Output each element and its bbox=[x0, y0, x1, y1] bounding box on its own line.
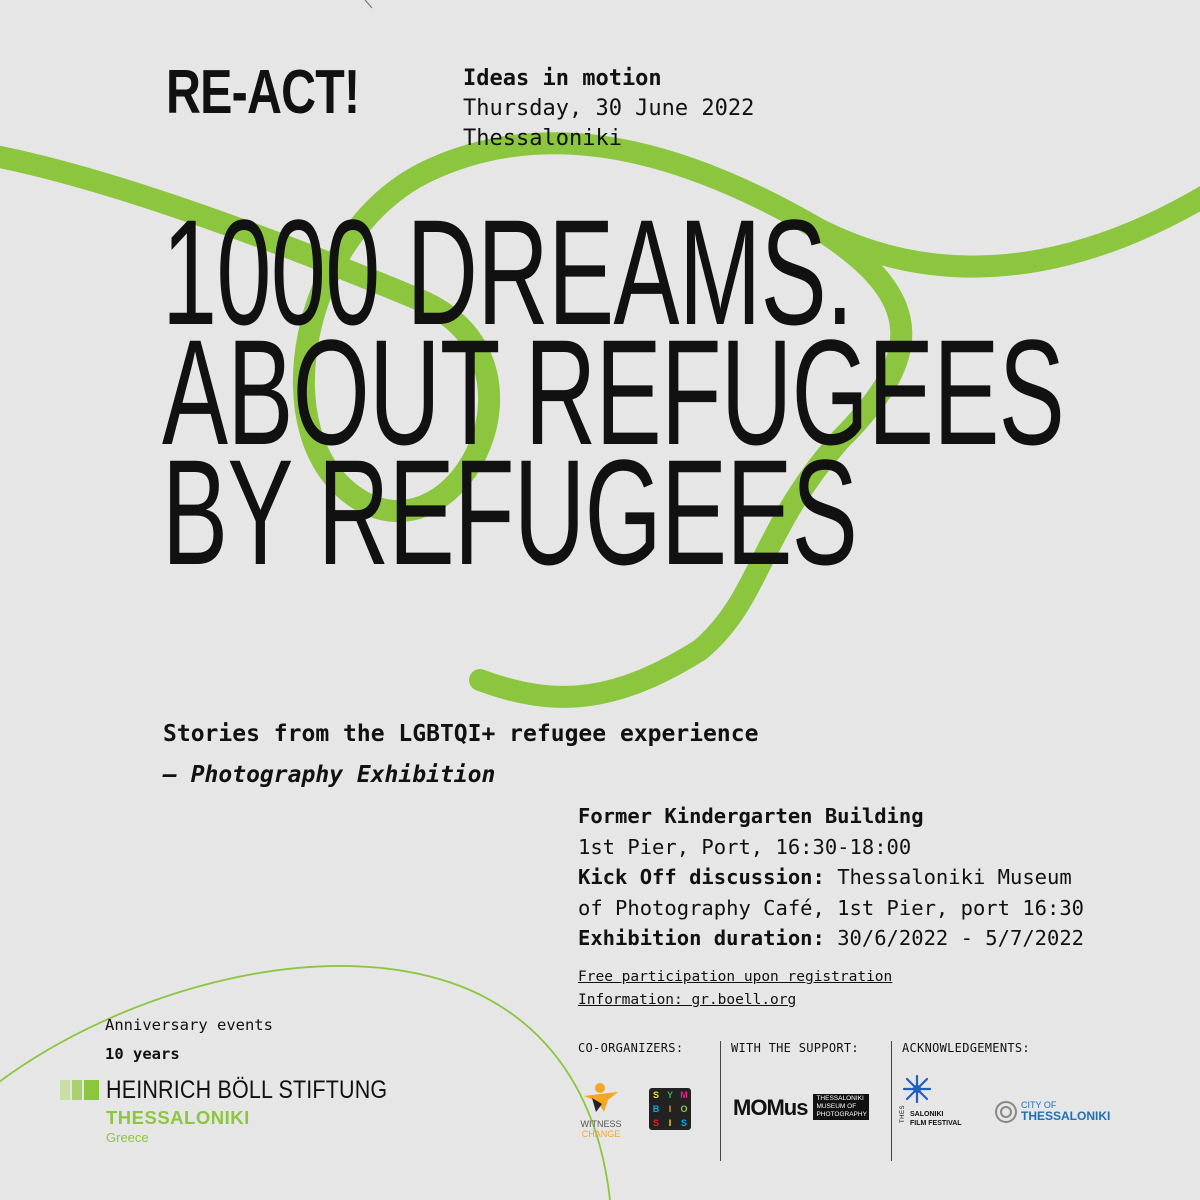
symbiosis-letter: S bbox=[680, 1118, 687, 1128]
event-info bbox=[463, 64, 754, 154]
coorganizers-label: CO-ORGANIZERS: bbox=[578, 1041, 684, 1055]
headline-line: 1000 DREAMS. bbox=[162, 188, 853, 356]
anniversary-label: Anniversary events bbox=[105, 1016, 273, 1034]
momus-wordmark: MOMus bbox=[733, 1095, 808, 1120]
city-name-text: THESSALONIKI bbox=[1021, 1109, 1111, 1123]
symbiosis-letter: M bbox=[680, 1090, 688, 1100]
divider bbox=[720, 1041, 721, 1161]
witness-change-logo bbox=[578, 1082, 628, 1140]
momus-tag bbox=[813, 1094, 869, 1120]
support-label: WITH THE SUPPORT: bbox=[731, 1041, 859, 1055]
headline bbox=[162, 188, 1065, 596]
venue-name: Former Kindergarten Building bbox=[578, 804, 924, 828]
subtitle bbox=[163, 714, 758, 796]
registration-link[interactable]: Free participation upon registration bbox=[578, 969, 893, 985]
symbiosis-letter: I bbox=[668, 1118, 672, 1128]
symbiosis-letter: S bbox=[652, 1118, 659, 1128]
kickoff-label: Kick Off discussion: bbox=[578, 865, 825, 889]
anniversary-years: 10 years bbox=[105, 1045, 180, 1063]
symbiosis-letter: O bbox=[680, 1104, 688, 1114]
city-of-text: CITY OF bbox=[1021, 1100, 1057, 1110]
symbiosis-logo bbox=[649, 1088, 691, 1130]
foundation-country: Greece bbox=[106, 1130, 149, 1145]
momus-logo bbox=[733, 1094, 869, 1122]
symbiosis-letter: B bbox=[652, 1104, 660, 1114]
event-tagline: Ideas in motion bbox=[463, 66, 662, 91]
duration-label: Exhibition duration: bbox=[578, 926, 825, 950]
tff-line: FILM FESTIVAL bbox=[910, 1120, 962, 1127]
change-text: CHANGE bbox=[581, 1129, 621, 1139]
foundation-city: THESSALONIKI bbox=[106, 1107, 250, 1128]
duration-value: 30/6/2022 - 5/7/2022 bbox=[837, 926, 1085, 950]
symbiosis-letter: S bbox=[652, 1090, 659, 1100]
headline-line: ABOUT REFUGEES bbox=[162, 308, 1065, 476]
symbiosis-letter: I bbox=[668, 1104, 672, 1114]
momus-sub: MUSEUM OF bbox=[816, 1103, 857, 1110]
event-city: Thessaloniki bbox=[463, 126, 622, 151]
information-link[interactable]: Information: gr.boell.org bbox=[578, 992, 797, 1008]
venue-location: 1st Pier, Port, 16:30-18:00 bbox=[578, 834, 912, 859]
city-emblem-icon bbox=[994, 1100, 1018, 1124]
kickoff-value-cont: of Photography Café, 1st Pier, port 16:30 bbox=[578, 895, 1085, 920]
anniversary-info bbox=[105, 1011, 273, 1069]
tff-vertical: THES bbox=[900, 1104, 906, 1123]
subtitle-line: Stories from the LGBTQI+ refugee experience bbox=[163, 721, 759, 747]
witness-change-icon bbox=[578, 1082, 628, 1114]
acknowledgements-label: ACKNOWLEDGEMENTS: bbox=[902, 1041, 1030, 1055]
brand-title: RE-ACT! bbox=[166, 58, 360, 127]
foundation-name: HEINRICH BÖLL STIFTUNG bbox=[106, 1076, 388, 1104]
symbiosis-letter: Y bbox=[666, 1090, 673, 1100]
star-burst-icon bbox=[902, 1074, 932, 1104]
tff-line: SALONIKI bbox=[910, 1111, 944, 1118]
headline-line: BY REFUGEES bbox=[162, 428, 858, 596]
hbs-logo-bars bbox=[60, 1080, 101, 1100]
momus-sub: THESSALONIKI bbox=[816, 1095, 864, 1102]
city-of-thessaloniki-logo bbox=[994, 1100, 1114, 1126]
event-date: Thursday, 30 June 2022 bbox=[463, 96, 755, 121]
kickoff-value: Thessaloniki Museum bbox=[837, 865, 1072, 889]
subtitle-exhibition: – Photography Exhibition bbox=[163, 762, 496, 788]
momus-sub: PHOTOGRAPHY bbox=[816, 1111, 867, 1118]
film-festival-logo bbox=[900, 1074, 970, 1154]
witness-text: WITNESS bbox=[580, 1119, 622, 1129]
divider bbox=[891, 1041, 892, 1161]
registration-info bbox=[578, 966, 892, 1012]
venue-details bbox=[578, 801, 1084, 954]
